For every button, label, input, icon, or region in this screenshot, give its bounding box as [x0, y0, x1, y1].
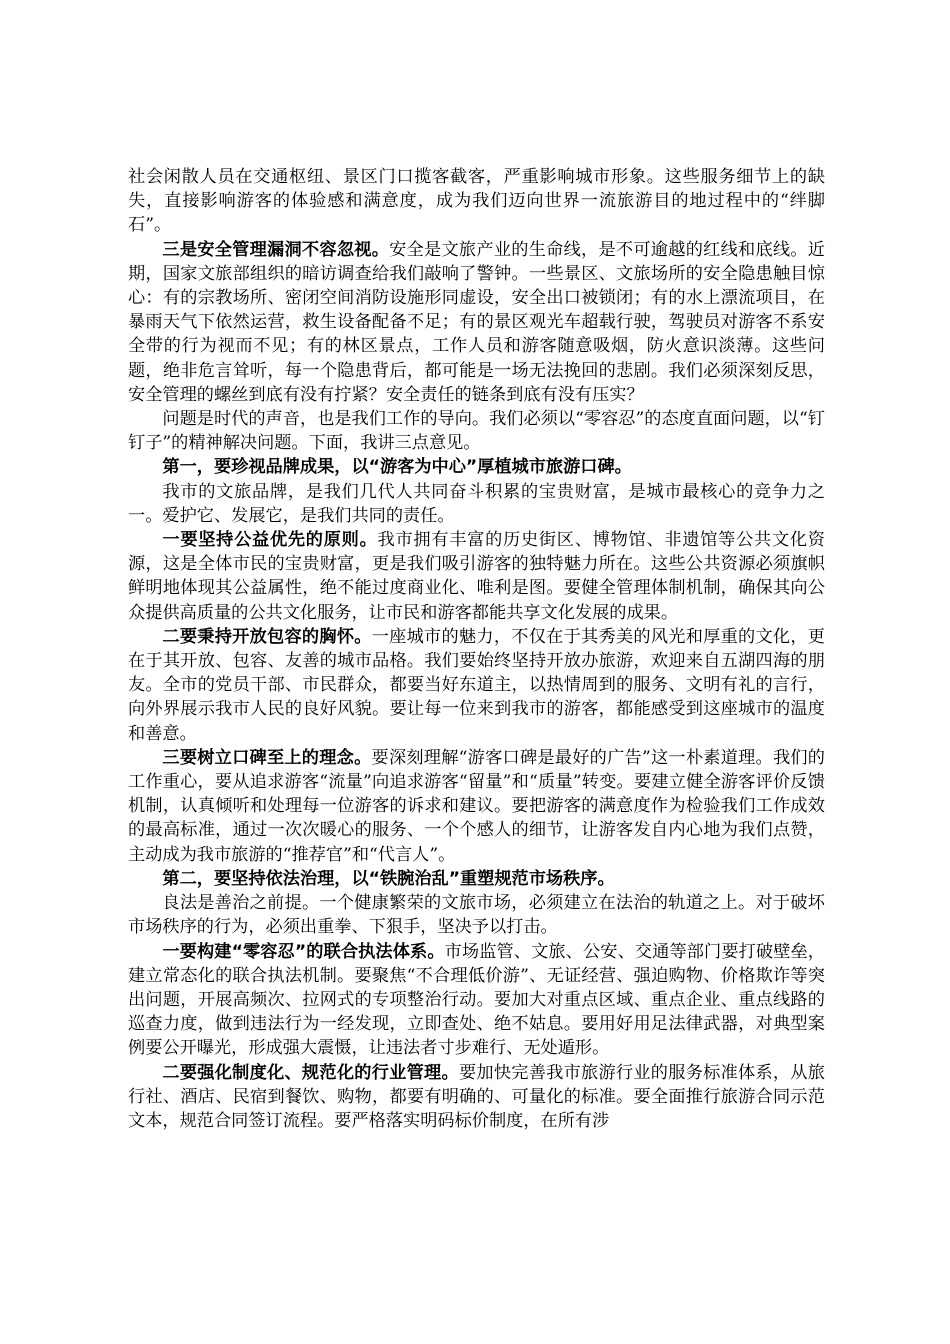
paragraph-3: [128, 407, 825, 455]
paragraph-lead: 二要强化制度化、规范化的行业管理。: [162, 1062, 459, 1083]
section-heading-text: 第一，要珍视品牌成果，以“游客为中心”厚植城市旅游口碑。: [162, 457, 632, 478]
paragraph-text: 市场监管、文旅、公安、交通等部门要打破壁垒，建立常态化的联合执法机制。要聚焦“不合理低价游”、无证经营、强迫购物、价格欺诈等突出问题，开展高频次、拉网式的专项整治行动。要加大对重点区域、重点企业、重点线路的巡查力度，做到违法行为一经发现，立即查处、绝不姑息。要用好用足法律武器，对典型案例要公开曝光，形成强大震慑，让违法者寸步难行、无处遁形。: [128, 941, 825, 1059]
paragraph-text: 要加快完善我市旅游行业的服务标准体系，从旅行社、酒店、民宿到餐饮、购物，都要有明确的、可量化的标准。要全面推行旅游合同示范文本，规范合同签订流程。要严格落实明码标价制度，在所有涉: [128, 1062, 825, 1131]
paragraph-text: 良法是善治之前提。一个健康繁荣的文旅市场，必须建立在法治的轨道之上。对于破坏市场秩序的行为，必须出重拳、下狠手，坚决予以打击。: [128, 893, 825, 938]
paragraph-10: [128, 891, 825, 939]
paragraph-5: [128, 480, 825, 528]
paragraph-text: 要深刻理解“游客口碑是最好的广告”这一朴素道理。我们的工作重心，要从追求游客“流量”向追求游客“留量”和“质量”转变。要建立健全游客评价反馈机制，认真倾听和处理每一位游客的诉求和建议。要把游客的满意度作为检验我们工作成效的最高标准，通过一次次暖心的服务、一个个感人的细节，让游客发自内心地为我们点赞，主动成为我市旅游的“推荐官”和“代言人”。: [128, 747, 825, 865]
paragraph-lead: 三要树立口碑至上的理念。: [162, 747, 372, 768]
paragraph-lead: 一要坚持公益优先的原则。: [162, 530, 378, 551]
paragraph-text: 安全是文旅产业的生命线，是不可逾越的红线和底线。近期，国家文旅部组织的暗访调查给我们敲响了警钟。一些景区、文旅场所的安全隐患触目惊心：有的宗教场所、密闭空间消防设施形同虚设，安全出口被锁闭；有的水上漂流项目，在暴雨天气下依然运营，救生设备配备不足；有的景区观光车超载行驶，驾驶员对游客不系安全带的行为视而不见；有的林区景点，工作人员和游客随意吸烟，防火意识淡薄。这些问题，绝非危言耸听，每一个隐患背后，都可能是一场无法挽回的悲剧。我们必须深刻反思，安全管理的螺丝到底有没有拧紧？安全责任的链条到底有没有压实？: [128, 239, 825, 405]
paragraph-2: [128, 238, 825, 407]
section-heading-text: 第二，要坚持依法治理，以“铁腕治乱”重塑规范市场秩序。: [162, 868, 615, 889]
section-heading-1: [128, 455, 825, 479]
paragraph-7: [128, 625, 825, 746]
paragraph-11: [128, 940, 825, 1061]
paragraph-1: [128, 165, 825, 238]
document-page: [128, 165, 825, 1133]
paragraph-lead: 三是安全管理漏洞不容忽视。: [162, 239, 390, 260]
paragraph-lead: 一要构建“零容忍”的联合执法体系。: [162, 941, 445, 962]
paragraph-6: [128, 528, 825, 625]
paragraph-12: [128, 1061, 825, 1134]
paragraph-text: 问题是时代的声音，也是我们工作的导向。我们必须以“零容忍”的态度直面问题，以“钉钉子”的精神解决问题。下面，我讲三点意见。: [128, 409, 825, 454]
paragraph-8: [128, 746, 825, 867]
paragraph-text: 社会闲散人员在交通枢纽、景区门口揽客截客，严重影响城市形象。这些服务细节上的缺失，直接影响游客的体验感和满意度，成为我们迈向世界一流旅游目的地过程中的“绊脚石”。: [128, 167, 825, 236]
paragraph-lead: 二要秉持开放包容的胸怀。: [162, 626, 372, 647]
paragraph-text: 一座城市的魅力，不仅在于其秀美的风光和厚重的文化，更在于其开放、包容、友善的城市品格。我们要始终坚持开放办旅游，欢迎来自五湖四海的朋友。全市的党员干部、市民群众，都要当好东道主，以热情周到的服务、文明有礼的言行，向外界展示我市人民的良好风貌。要让每一位来到我市的游客，都能感受到这座城市的温度和善意。: [128, 626, 825, 744]
section-heading-2: [128, 867, 825, 891]
paragraph-text: 我市拥有丰富的历史街区、博物馆、非遗馆等公共文化资源，这是全体市民的宝贵财富，更是我们吸引游客的独特魅力所在。这些公共资源必须旗帜鲜明地体现其公益属性，绝不能过度商业化、唯利是图。要健全管理体制机制，确保其向公众提供高质量的公共文化服务，让市民和游客都能共享文化发展的成果。: [128, 530, 825, 623]
paragraph-text: 我市的文旅品牌，是我们几代人共同奋斗积累的宝贵财富，是城市最核心的竞争力之一。爱护它、发展它，是我们共同的责任。: [128, 481, 825, 526]
